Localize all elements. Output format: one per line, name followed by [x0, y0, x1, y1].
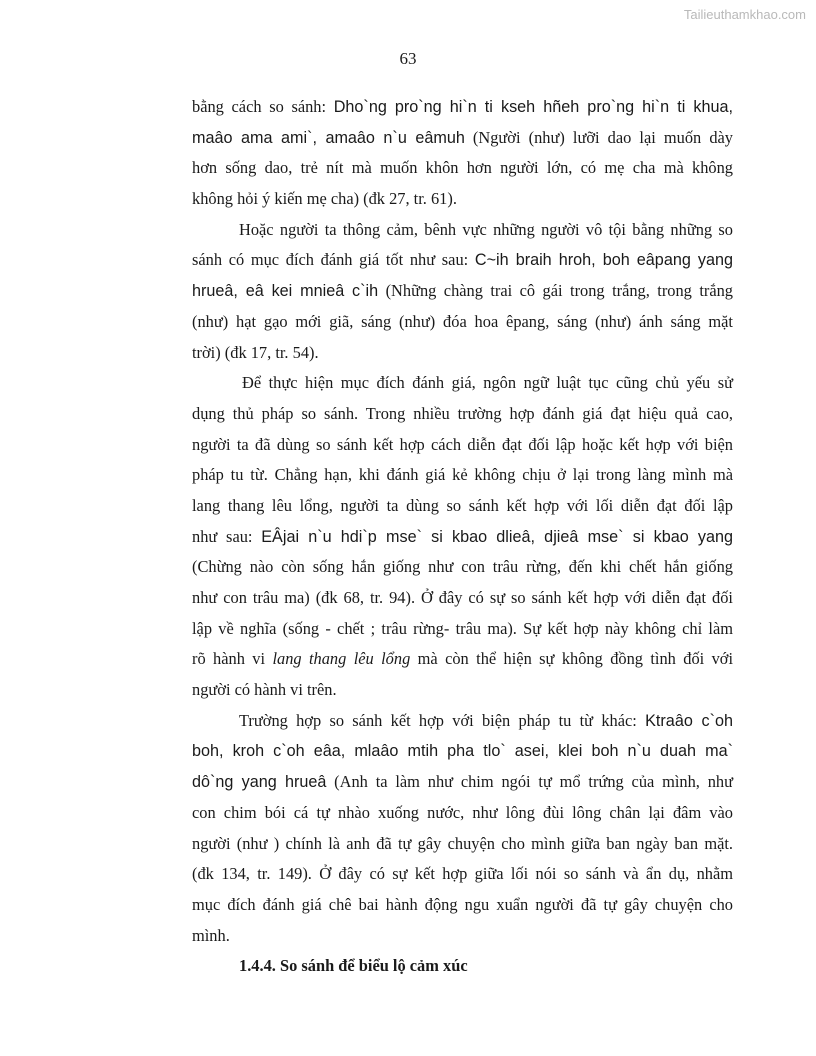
p4-line-2: boh, kroh c`oh eâa, mlaâo mtih pha tlo` asei, klei boh n`u duah ma` — [192, 742, 733, 761]
p2-line-3: hrueâ, eâ kei mnieâ c`ih (Những chàng trai cô gái trong trắng, trong trắng — [192, 281, 733, 301]
ede-quote: C~ih braih hroh, boh eâpang yang — [474, 251, 733, 270]
p3-line-1: Để thực hiện mục đích đánh giá, ngôn ngữ luật tục cũng chủ yếu sử — [242, 373, 733, 393]
p1-line-1: bằng cách so sánh: Dho`ng pro`ng hi`n ti kseh hñeh pro`ng hi`n ti khua, — [192, 97, 733, 116]
p4-line-1: Trường hợp so sánh kết hợp với biện pháp tu từ khác: Ktraâo c`oh — [239, 710, 733, 730]
italic-phrase: lang thang lêu lổng — [272, 649, 411, 669]
p2-line-2: sánh có mục đích đánh giá tốt như sau: C~ih braih hroh, boh eâpang yang — [192, 250, 733, 270]
p1-line-3: hơn sống dao, trẻ nít mà muốn khôn hơn người lớn, có mẹ cha mà không — [192, 158, 733, 178]
p2-line-4: (như) hạt gạo mới giã, sáng (như) đóa hoa êpang, sáng (như) ánh sáng mặt — [192, 311, 733, 331]
p3-line-3: người ta đã dùng so sánh kết hợp cách diễn đạt đối lập hoặc kết hợp với biện — [192, 434, 733, 454]
p4-line-3: dô`ng yang hrueâ (Anh ta làm như chim ngói tự mổ trứng của mình, như — [192, 772, 733, 792]
ede-quote: dô`ng yang hrueâ — [192, 773, 327, 792]
p1-line-2: maâo ama ami`, amaâo n`u eâmuh (Người (như) lưỡi dao lại muốn dày — [192, 127, 733, 147]
p4-line-6: (đk 134, tr. 149). Ở đây có sự kết hợp giữa lối nói so sánh và ẩn dụ, nhằm — [192, 864, 733, 884]
p2-line-5: trời) (đk 17, tr. 54). — [192, 342, 319, 362]
document-body — [192, 92, 733, 982]
p3-line-11: người có hành vi trên. — [192, 680, 337, 700]
page-number: 63 — [399, 49, 417, 68]
p3-line-4: pháp tu từ. Chẳng hạn, khi đánh giá kẻ không chịu ở lại trong làng mình mà — [192, 465, 733, 485]
p4-line-5: người (như ) chính là anh đã tự gây chuyện cho mình giữa ban ngày ban mặt. — [192, 833, 733, 853]
p3-line-5: lang thang lêu lổng, người ta dùng so sánh kết hợp với lối diễn đạt đối lập — [192, 495, 733, 515]
ede-quote: Dho`ng pro`ng hi`n ti kseh hñeh pro`ng hi`n ti khua, — [333, 98, 733, 116]
p2-line-1: Hoặc người ta thông cảm, bênh vực những người vô tội bằng những so — [239, 219, 733, 239]
ede-quote: Ktraâo c`oh — [645, 711, 733, 730]
p3-line-10: rõ hành vi lang thang lêu lổng mà còn thể hiện sự không đồng tình đối với — [192, 649, 734, 669]
ede-quote: hrueâ, eâ kei mnieâ c`ih — [192, 282, 379, 301]
p3-line-9: lập về nghĩa (sống - chết ; trâu rừng- trâu ma). Sự kết hợp này không chỉ làm — [192, 618, 733, 638]
ede-quote: EÂjai n`u hdi`p mse` si kbao dlieâ, djieâ mse` si kbao yang — [261, 527, 733, 546]
watermark: Tailieuthamkhao.com — [683, 7, 806, 22]
p3-line-6: như sau: EÂjai n`u hdi`p mse` si kbao dlieâ, djieâ mse` si kbao yang — [192, 526, 733, 546]
p3-line-7: (Chừng nào còn sống hắn giống như con trâu rừng, đến khi chết hắn giống — [192, 557, 733, 577]
p4-line-4: con chim bói cá tự nhào xuống nước, như lông đùi lông chân lại đâm vào — [192, 802, 733, 822]
p3-line-2: dụng thủ pháp so sánh. Trong nhiều trường hợp đánh giá đạt hiệu quả cao, — [192, 403, 733, 423]
ede-quote: maâo ama ami`, amaâo n`u eâmuh — [192, 128, 465, 147]
p4-line-8: mình. — [192, 925, 230, 945]
p3-line-8: như con trâu ma) (đk 68, tr. 94). Ở đây có sự so sánh kết hợp với diễn đạt đối — [192, 588, 733, 607]
p1-line-4: không hỏi ý kiến mẹ cha) (đk 27, tr. 61). — [192, 189, 457, 209]
p4-line-7: mục đích đánh giá chê bai hành động ngu xuẩn người đã tự gây chuyện cho — [192, 894, 733, 914]
section-heading: 1.4.4. So sánh để biểu lộ cảm xúc — [239, 956, 468, 976]
